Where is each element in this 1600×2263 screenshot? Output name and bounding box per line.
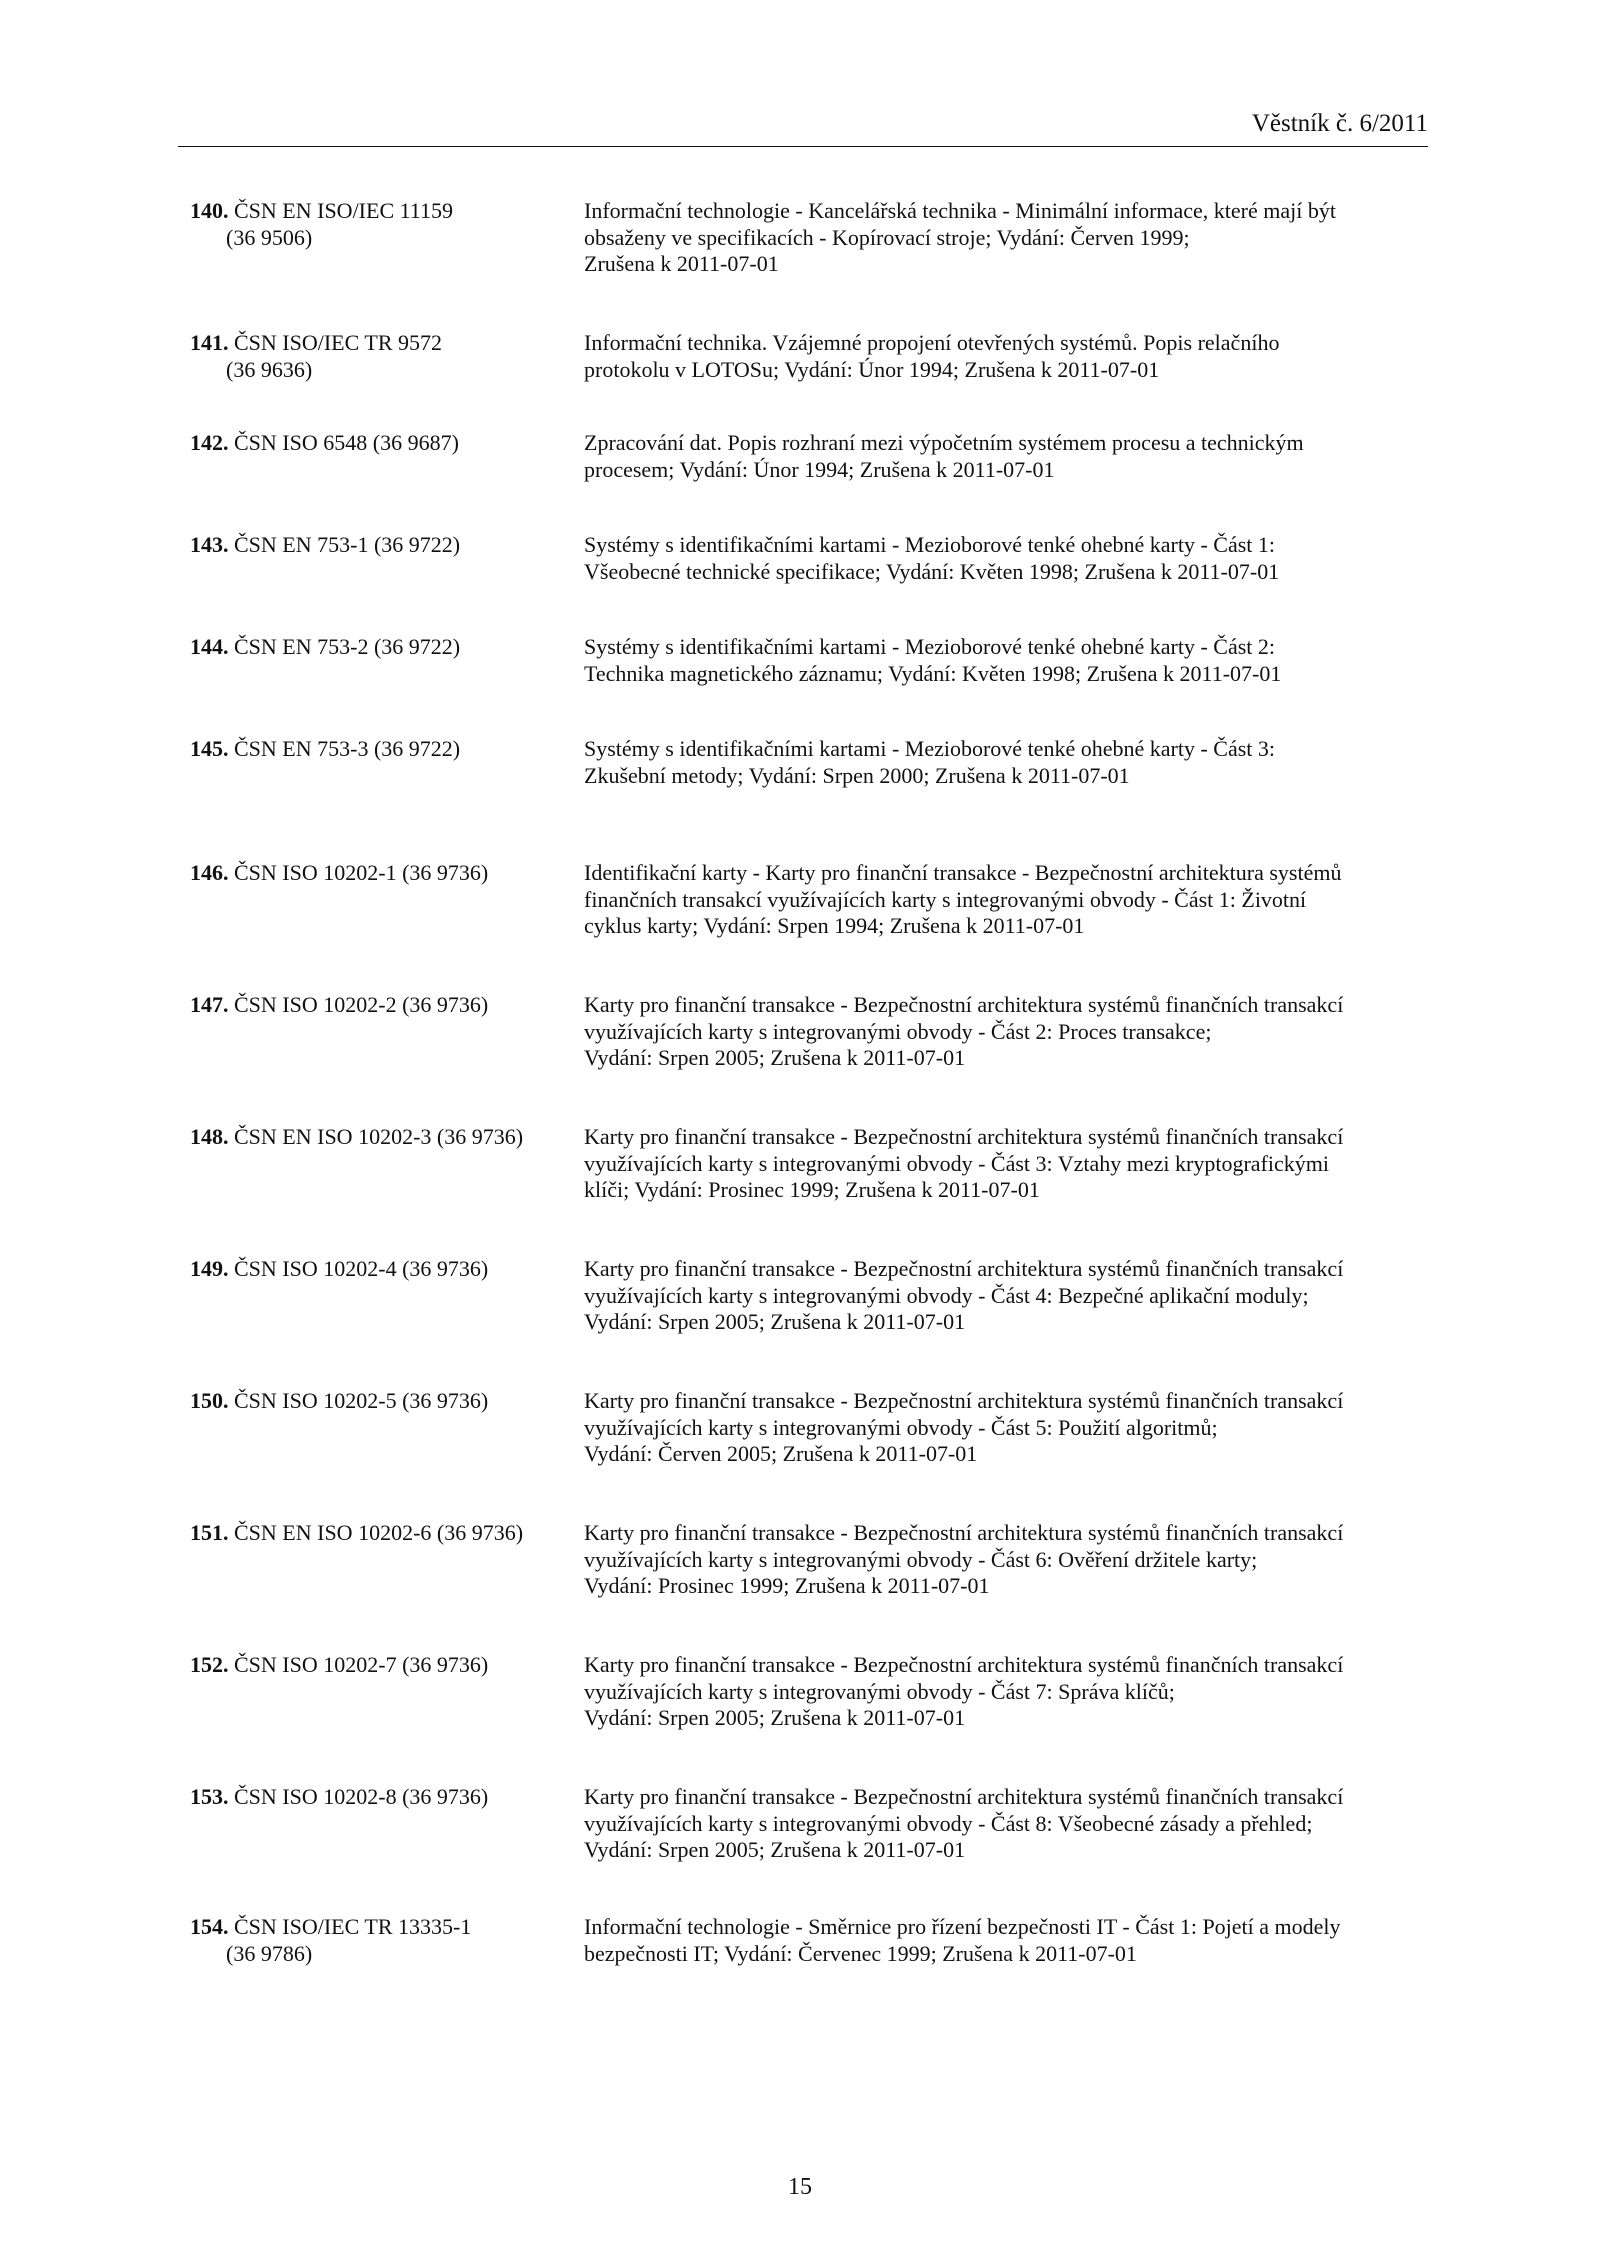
entry-standard-code: ČSN ISO 10202-8 (36 9736) bbox=[234, 1784, 489, 1809]
entry-standard-code: ČSN ISO/IEC TR 13335-1 bbox=[234, 1914, 472, 1939]
entry-standard-code: ČSN ISO 10202-4 (36 9736) bbox=[234, 1256, 489, 1281]
list-item bbox=[190, 736, 1430, 789]
list-item bbox=[190, 1914, 1430, 1967]
entry-description: Informační technologie - Kancelářská technika - Minimální informace, které mají být obsaženy ve specifikacích - Kopírovací stroje; Vydání: Červen 1999; Zrušena k 2011-07-01 bbox=[584, 198, 1336, 276]
header-title: Věstník č. 6/2011 bbox=[1251, 110, 1428, 137]
page-number: 15 bbox=[788, 2174, 812, 2200]
entry-standard bbox=[190, 1388, 570, 1415]
entry-standard-code: ČSN EN 753-3 (36 9722) bbox=[234, 736, 461, 761]
entry-standard-code: ČSN EN 753-2 (36 9722) bbox=[234, 634, 461, 659]
list-item bbox=[190, 532, 1430, 585]
entry-description: Karty pro finanční transakce - Bezpečnostní architektura systémů finančních transakcí využívajících karty s integrovanými obvody - Část 6: Ověření držitele karty; Vydání: Prosinec 1999; Zrušena k 2011-07-01 bbox=[584, 1520, 1344, 1598]
entry-description: Karty pro finanční transakce - Bezpečnostní architektura systémů finančních transakcí využívajících karty s integrovanými obvody - Část 8: Všeobecné zásady a přehled; Vydání: Srpen 2005; Zrušena k 2011-07-01 bbox=[584, 1784, 1344, 1862]
entry-standard bbox=[190, 198, 570, 251]
entry-description: Systémy s identifikačními kartami - Mezioborové tenké ohebné karty - Část 1: Všeobecné technické specifikace; Vydání: Květen 1998; Zrušena k 2011-07-01 bbox=[584, 532, 1280, 584]
entry-standard-code: ČSN EN 753-1 (36 9722) bbox=[234, 532, 461, 557]
entry-standard bbox=[190, 634, 570, 661]
entry-standard-code: ČSN EN ISO 10202-6 (36 9736) bbox=[234, 1520, 524, 1545]
list-item bbox=[190, 1520, 1430, 1600]
list-item bbox=[190, 198, 1430, 278]
entry-number: 151. bbox=[190, 1520, 229, 1545]
entry-standard bbox=[190, 330, 570, 383]
entry-standard bbox=[190, 1914, 570, 1967]
list-item bbox=[190, 330, 1430, 383]
list-item bbox=[190, 634, 1430, 687]
entry-description: Karty pro finanční transakce - Bezpečnostní architektura systémů finančních transakcí využívajících karty s integrovanými obvody - Část 5: Použití algoritmů; Vydání: Červen 2005; Zrušena k 2011-07-01 bbox=[584, 1388, 1344, 1466]
entry-standard-code: ČSN ISO/IEC TR 9572 bbox=[234, 330, 443, 355]
list-item bbox=[190, 1784, 1430, 1864]
entry-description: Karty pro finanční transakce - Bezpečnostní architektura systémů finančních transakcí využívajících karty s integrovanými obvody - Část 4: Bezpečné aplikační moduly; Vydání: Srpen 2005; Zrušena k 2011-07-01 bbox=[584, 1256, 1344, 1334]
entry-standard-class: (36 9786) bbox=[226, 1940, 313, 1966]
entry-standard-code: ČSN ISO 10202-2 (36 9736) bbox=[234, 992, 489, 1017]
entry-number: 150. bbox=[190, 1388, 229, 1413]
list-item bbox=[190, 860, 1430, 940]
entry-standard bbox=[190, 430, 570, 457]
entry-description: Zpracování dat. Popis rozhraní mezi výpočetním systémem procesu a technickým procesem; Vydání: Únor 1994; Zrušena k 2011-07-01 bbox=[584, 430, 1304, 482]
list-item bbox=[190, 1388, 1430, 1468]
entry-standard bbox=[190, 860, 570, 887]
entry-number: 141. bbox=[190, 330, 229, 355]
entry-standard bbox=[190, 736, 570, 763]
list-item bbox=[190, 430, 1430, 483]
entry-number: 146. bbox=[190, 860, 229, 885]
entry-number: 143. bbox=[190, 532, 229, 557]
entry-description: Informační technika. Vzájemné propojení otevřených systémů. Popis relačního protokolu v LOTOSu; Vydání: Únor 1994; Zrušena k 2011-07-01 bbox=[584, 330, 1280, 382]
entry-number: 140. bbox=[190, 198, 229, 223]
entry-standard bbox=[190, 1784, 570, 1811]
entry-number: 154. bbox=[190, 1914, 229, 1939]
entry-number: 149. bbox=[190, 1256, 229, 1281]
entry-number: 142. bbox=[190, 430, 229, 455]
entry-number: 144. bbox=[190, 634, 229, 659]
entry-description: Karty pro finanční transakce - Bezpečnostní architektura systémů finančních transakcí využívajících karty s integrovanými obvody - Část 3: Vztahy mezi kryptografickými klíči; Vydání: Prosinec 1999; Zrušena k 2011-07-01 bbox=[584, 1124, 1344, 1202]
list-item bbox=[190, 1124, 1430, 1204]
page-header bbox=[178, 108, 1428, 147]
entry-standard-code: ČSN ISO 10202-1 (36 9736) bbox=[234, 860, 489, 885]
entry-standard-code: ČSN ISO 6548 (36 9687) bbox=[234, 430, 459, 455]
entry-standard-code: ČSN ISO 10202-7 (36 9736) bbox=[234, 1652, 489, 1677]
entry-standard bbox=[190, 1256, 570, 1283]
entry-number: 147. bbox=[190, 992, 229, 1017]
list-item bbox=[190, 1256, 1430, 1336]
entry-standard bbox=[190, 1520, 570, 1547]
entry-standard bbox=[190, 992, 570, 1019]
entry-description: Systémy s identifikačními kartami - Mezioborové tenké ohebné karty - Část 3: Zkušební metody; Vydání: Srpen 2000; Zrušena k 2011-07-01 bbox=[584, 736, 1275, 788]
entry-standard-class: (36 9636) bbox=[226, 356, 313, 382]
list-item bbox=[190, 992, 1430, 1072]
entry-standard-code: ČSN ISO 10202-5 (36 9736) bbox=[234, 1388, 489, 1413]
entry-description: Karty pro finanční transakce - Bezpečnostní architektura systémů finančních transakcí využívajících karty s integrovanými obvody - Část 2: Proces transakce; Vydání: Srpen 2005; Zrušena k 2011-07-01 bbox=[584, 992, 1344, 1070]
entry-standard bbox=[190, 532, 570, 559]
entry-standard-class: (36 9506) bbox=[226, 224, 313, 250]
entry-number: 153. bbox=[190, 1784, 229, 1809]
entry-description: Informační technologie - Směrnice pro řízení bezpečnosti IT - Část 1: Pojetí a modely bezpečnosti IT; Vydání: Červenec 1999; Zrušena k 2011-07-01 bbox=[584, 1914, 1341, 1966]
list-item bbox=[190, 1652, 1430, 1732]
entry-standard-code: ČSN EN ISO 10202-3 (36 9736) bbox=[234, 1124, 524, 1149]
entry-standard-code: ČSN EN ISO/IEC 11159 bbox=[234, 198, 453, 223]
entry-description: Systémy s identifikačními kartami - Mezioborové tenké ohebné karty - Část 2: Technika magnetického záznamu; Vydání: Květen 1998; Zrušena k 2011-07-01 bbox=[584, 634, 1282, 686]
entry-number: 145. bbox=[190, 736, 229, 761]
entry-description: Karty pro finanční transakce - Bezpečnostní architektura systémů finančních transakcí využívajících karty s integrovanými obvody - Část 7: Správa klíčů; Vydání: Srpen 2005; Zrušena k 2011-07-01 bbox=[584, 1652, 1344, 1730]
entry-standard bbox=[190, 1652, 570, 1679]
entry-description: Identifikační karty - Karty pro finanční transakce - Bezpečnostní architektura systémů finančních transakcí využívajících karty s integrovanými obvody - Část 1: Životní cyklus karty; Vydání: Srpen 1994; Zrušena k 2011-07-01 bbox=[584, 860, 1342, 938]
entry-number: 152. bbox=[190, 1652, 229, 1677]
entry-number: 148. bbox=[190, 1124, 229, 1149]
entry-standard bbox=[190, 1124, 570, 1151]
